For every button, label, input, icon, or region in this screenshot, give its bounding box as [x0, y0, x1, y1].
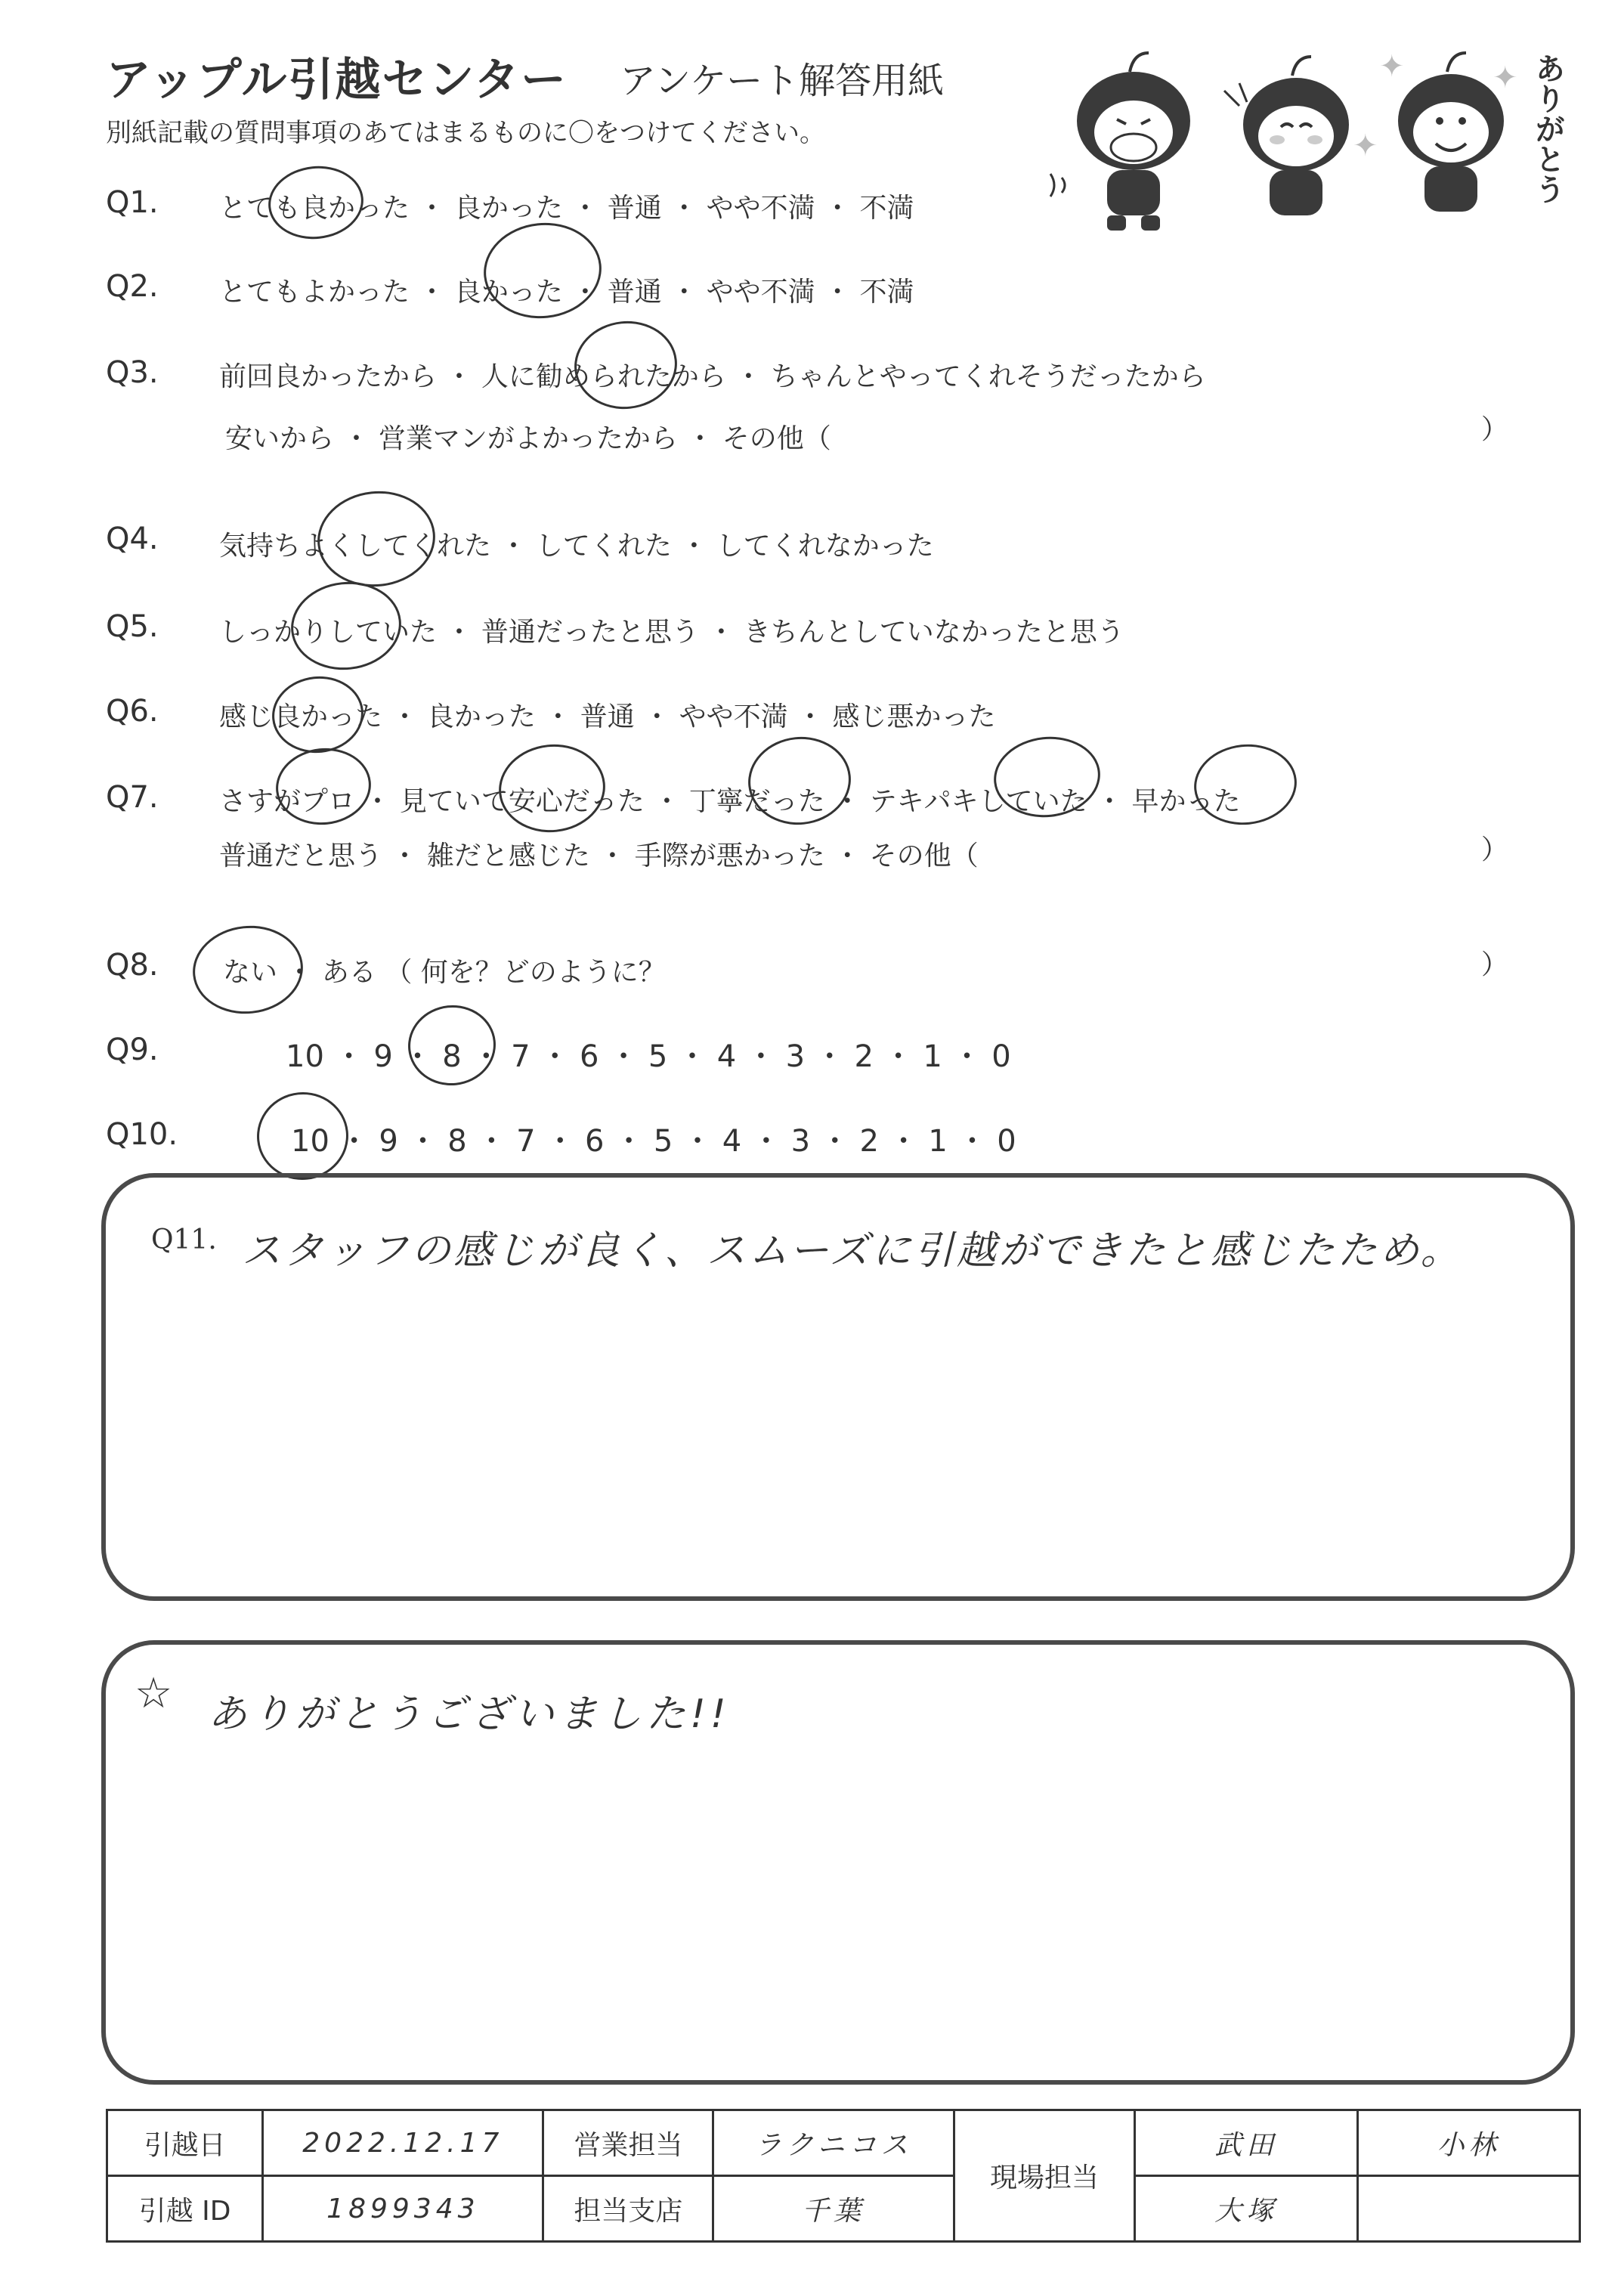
- branch-value: 千葉: [713, 2176, 954, 2242]
- q2-label: Q2.: [106, 269, 159, 304]
- sales-value: ラクニコス: [713, 2110, 954, 2176]
- q7-options-line1: さすがプロ ・ 見ていて安心だった ・ 丁寧だった ・ テキパキしていた ・ 早かった: [219, 786, 1241, 817]
- q5-label: Q5.: [106, 609, 159, 644]
- q1-label: Q1.: [106, 185, 159, 220]
- move-date-label: 引越日: [107, 2110, 263, 2176]
- thanks-vertical-text: ありがとう: [1530, 53, 1565, 204]
- star-icon: ☆: [135, 1669, 173, 1718]
- q7-options-line2: 普通だと思う ・ 雑だと感じた ・ 手際が悪かった ・ その他（: [219, 841, 979, 871]
- sparkle-icon: ✦: [1493, 60, 1518, 95]
- q3-close-paren: ）: [1481, 414, 1509, 445]
- q8-label: Q8.: [106, 948, 159, 983]
- answer-circle: [404, 1001, 500, 1090]
- q2-options: とてもよかった ・ 良かった ・ 普通 ・ やや不満 ・ 不満: [219, 277, 914, 308]
- q6-options: 感じ良かった ・ 良かった ・ 普通 ・ やや不満 ・ 感じ悪かった: [219, 701, 996, 732]
- move-id-value: 1899343: [263, 2176, 543, 2242]
- sales-label: 営業担当: [543, 2110, 713, 2176]
- move-date-value: 2022.12.17: [263, 2110, 543, 2176]
- instruction-text: 別紙記載の質問事項のあてはまるものに〇をつけてください。: [106, 118, 825, 148]
- q8-close-paren: ）: [1481, 949, 1509, 980]
- answer-circle: [313, 485, 440, 593]
- footer-table: [106, 2109, 1581, 2243]
- q11-label: Q11.: [151, 1224, 217, 1255]
- sparkle-icon: ✦: [1379, 49, 1405, 84]
- q3-options-line1: 前回良かったから ・ 人に勧められたから ・ ちゃんとやってくれそうだったから: [219, 361, 1206, 392]
- answer-circle: [252, 1088, 352, 1184]
- q3-label: Q3.: [106, 355, 159, 390]
- site-staff-2: 小林: [1358, 2110, 1580, 2176]
- answer-circle: [286, 577, 405, 676]
- site-staff-empty: [1358, 2176, 1580, 2242]
- form-subtitle: アンケート解答用紙: [620, 60, 945, 102]
- answer-circle: [494, 739, 609, 837]
- q6-label: Q6.: [106, 694, 159, 729]
- monkey-mascot-icon: [1035, 45, 1232, 234]
- move-id-label: 引越 ID: [107, 2176, 263, 2242]
- site-staff-1: 武田: [1135, 2110, 1358, 2176]
- q4-options: 気持ちよくしてくれた ・ してくれた ・ してくれなかった: [219, 531, 934, 562]
- q11-answer-text: スタッフの感じが良く、スムーズに引越ができたと感じたため。: [242, 1228, 1463, 1274]
- q1-options: とても良かった ・ 良かった ・ 普通 ・ やや不満 ・ 不満: [219, 193, 914, 224]
- site-staff-3: 大塚: [1135, 2176, 1358, 2242]
- q10-label: Q10.: [106, 1117, 178, 1152]
- form-title: アップル引越センター: [106, 54, 568, 107]
- q9-label: Q9.: [106, 1032, 159, 1067]
- q7-label: Q7.: [106, 780, 159, 815]
- answer-circle: [268, 672, 367, 757]
- answer-circle: [570, 316, 681, 414]
- comment-text: ありがとうございました!!: [208, 1692, 731, 1737]
- q5-options: しっかりしていた ・ 普通だったと思う ・ きちんとしていなかったと思う: [219, 617, 1124, 648]
- q7-close-paren: ）: [1481, 834, 1509, 865]
- q8-options: ない ・ ある （ 何を？どのように？: [223, 957, 666, 988]
- q3-options-line2: 安いから ・ 営業マンがよかったから ・ その他（: [225, 423, 831, 454]
- q10-scale: 10 ・ 9 ・ 8 ・ 7 ・ 6 ・ 5 ・ 4 ・ 3 ・ 2 ・ 1 ・ 0: [291, 1124, 1016, 1159]
- branch-label: 担当支店: [543, 2176, 713, 2242]
- answer-circle: [188, 921, 307, 1020]
- answer-circle: [264, 162, 367, 244]
- sparkle-icon: ✦: [1353, 128, 1378, 163]
- q9-scale: 10 ・ 9 ・ 8 ・ 7 ・ 6 ・ 5 ・ 4 ・ 3 ・ 2 ・ 1 ・ 0: [286, 1039, 1011, 1074]
- site-label: 現場担当: [954, 2110, 1135, 2242]
- q4-label: Q4.: [106, 522, 159, 556]
